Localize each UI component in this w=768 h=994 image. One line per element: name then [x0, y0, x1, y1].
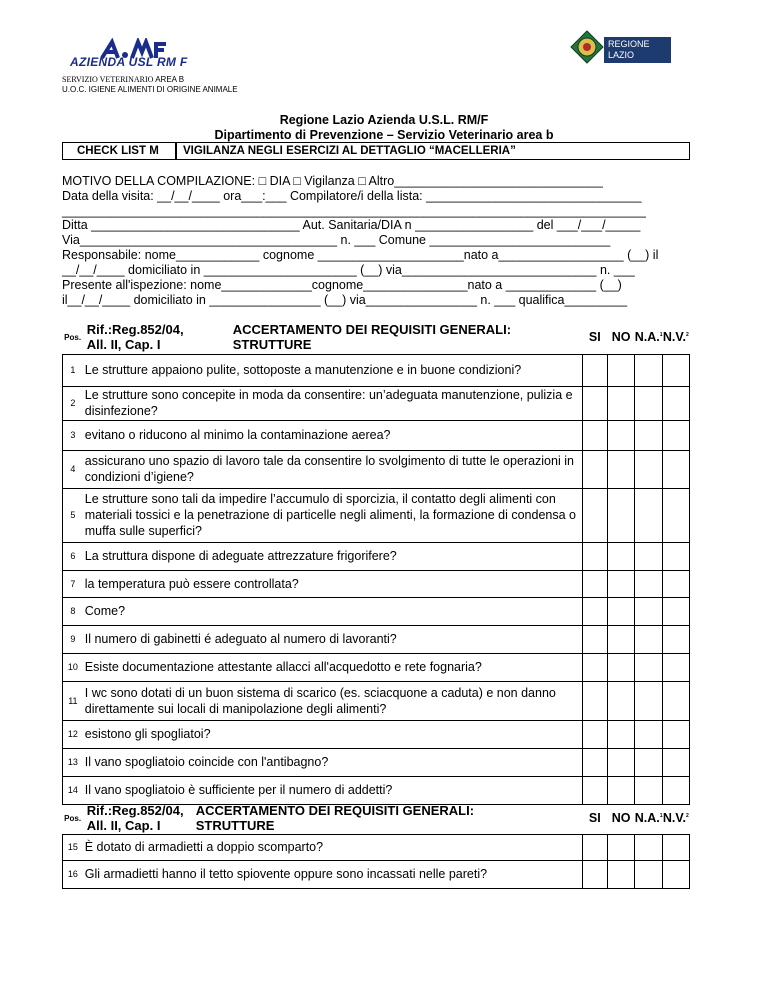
- checkbox-na[interactable]: [635, 354, 662, 386]
- question-text: Il vano spogliatoio coincide con l'antibagno?: [83, 748, 582, 776]
- checklist-table-2: [62, 802, 690, 889]
- checkbox-nv[interactable]: [662, 570, 689, 597]
- row-number: 5: [63, 488, 83, 542]
- form-blank-line[interactable]: ____________________________________________________________________________________: [62, 204, 646, 218]
- checkbox-no[interactable]: [607, 488, 634, 542]
- question-text: esistono gli spogliatoi?: [83, 720, 582, 748]
- table-row: [63, 354, 690, 386]
- checkbox-si[interactable]: [582, 776, 607, 804]
- checkbox-si[interactable]: [582, 681, 607, 720]
- service-line-2: U.O.C. IGIENE ALIMENTI DI ORIGINE ANIMALE: [62, 85, 238, 94]
- checkbox-no[interactable]: [607, 720, 634, 748]
- table-row: [63, 860, 690, 888]
- rif-reference: Rif.:Reg.852/04, All. II, Cap. I: [86, 322, 184, 352]
- row-number: 16: [63, 860, 83, 888]
- row-number: 13: [63, 748, 83, 776]
- service-line-1: SERVIZIO VETERINARIO AREA B: [62, 75, 185, 84]
- checkbox-nv[interactable]: [662, 625, 689, 653]
- row-number: 14: [63, 776, 83, 804]
- question-text: È dotato di armadietti a doppio scomparto?: [83, 834, 582, 860]
- checkbox-no[interactable]: [607, 653, 634, 681]
- table-row: [63, 776, 690, 804]
- col-no-header: NO: [611, 330, 631, 345]
- checkbox-si[interactable]: [582, 834, 607, 860]
- checkbox-no[interactable]: [607, 834, 634, 860]
- question-text: La struttura dispone di adeguate attrezzature frigorifere?: [83, 542, 582, 570]
- checkbox-na[interactable]: [635, 776, 662, 804]
- logo-text: AZIENDA USL RM F: [70, 55, 188, 69]
- document-title-2: Dipartimento di Prevenzione – Servizio Veterinario area b: [214, 128, 554, 142]
- checkbox-no[interactable]: [607, 542, 634, 570]
- checklist-title: VIGILANZA NEGLI ESERCIZI AL DETTAGLIO “MACELLERIA”: [183, 145, 516, 157]
- row-number: 7: [63, 570, 83, 597]
- checkbox-no[interactable]: [607, 450, 634, 488]
- table-row: [63, 834, 690, 860]
- table-row: [63, 420, 690, 450]
- col-si-header: SI: [588, 330, 601, 345]
- checkbox-si[interactable]: [582, 488, 607, 542]
- checkbox-si[interactable]: [582, 860, 607, 888]
- form-motivo[interactable]: MOTIVO DELLA COMPILAZIONE: □ DIA □ Vigilanza □ Altro______________________________: [62, 174, 603, 188]
- question-text: I wc sono dotati di un buon sistema di scarico (es. sciacquone a caduta) e non danno direttamente sui locali di manipolazione degli alimenti?: [83, 681, 582, 720]
- checkbox-no[interactable]: [607, 597, 634, 625]
- checklist-title-bar: [62, 142, 690, 160]
- row-number: 2: [63, 386, 83, 420]
- pos-label: Pos.: [64, 333, 82, 343]
- row-number: 10: [63, 653, 83, 681]
- col-na-header: N.A.$^1$: [634, 330, 663, 345]
- checkbox-no[interactable]: [607, 681, 634, 720]
- checkbox-no[interactable]: [607, 748, 634, 776]
- checklist-label: CHECK LIST M: [63, 143, 177, 159]
- checkbox-si[interactable]: [582, 542, 607, 570]
- checkbox-no[interactable]: [607, 354, 634, 386]
- checkbox-si[interactable]: [582, 420, 607, 450]
- question-text: Gli armadietti hanno il tetto spiovente oppure sono incassati nelle pareti?: [83, 860, 582, 888]
- table-row: [63, 720, 690, 748]
- checkbox-na[interactable]: [635, 386, 662, 420]
- table-header-row: [63, 802, 690, 834]
- checkbox-nv[interactable]: [662, 354, 689, 386]
- table-row: [63, 653, 690, 681]
- table-row: [63, 570, 690, 597]
- question-text: Il vano spogliatoio è sufficiente per il numero di addetti?: [83, 776, 582, 804]
- checkbox-si[interactable]: [582, 386, 607, 420]
- checkbox-nv[interactable]: [662, 776, 689, 804]
- row-number: 12: [63, 720, 83, 748]
- form-responsabile-domicilio[interactable]: __/__/____ domiciliato in ______________________ (__) via____________________________ n. ___: [62, 263, 635, 277]
- regione-lazio-logo-icon: [570, 30, 672, 64]
- table-header-row: [63, 321, 690, 354]
- checkbox-no[interactable]: [607, 386, 634, 420]
- checkbox-nv[interactable]: [662, 681, 689, 720]
- checkbox-na[interactable]: [635, 748, 662, 776]
- checkbox-na[interactable]: [635, 834, 662, 860]
- checkbox-si[interactable]: [582, 653, 607, 681]
- question-text: evitano o riducono al minimo la contaminazione aerea?: [83, 420, 582, 450]
- rif-reference: Rif.:Reg.852/04, All. II, Cap. I: [86, 803, 184, 833]
- checkbox-no[interactable]: [607, 625, 634, 653]
- section-heading: ACCERTAMENTO DEI REQUISITI GENERALI: STRUTTURE: [195, 803, 475, 833]
- question-text: assicurano uno spazio di lavoro tale da consentire lo svolgimento di tutte le operazioni in condizioni d’igiene?: [83, 450, 582, 488]
- row-number: 1: [63, 354, 83, 386]
- form-presente[interactable]: Presente all'ispezione: nome_____________cognome_______________nato a _____________ (__): [62, 278, 622, 292]
- checkbox-nv[interactable]: [662, 860, 689, 888]
- form-data-visita[interactable]: Data della visita: __/__/____ ora___:___ Compilatore/i della lista: _______________________________: [62, 189, 642, 203]
- table-row: [63, 748, 690, 776]
- checkbox-si[interactable]: [582, 354, 607, 386]
- checkbox-nv[interactable]: [662, 653, 689, 681]
- checkbox-si[interactable]: [582, 450, 607, 488]
- table-row: [63, 597, 690, 625]
- checkbox-si[interactable]: [582, 720, 607, 748]
- form-ditta[interactable]: Ditta ______________________________ Aut. Sanitaria/DIA n _________________ del ___/___/_____: [62, 218, 641, 232]
- question-text: Come?: [83, 597, 582, 625]
- row-number: 11: [63, 681, 83, 720]
- table-row: [63, 450, 690, 488]
- form-via[interactable]: Via_____________________________________ n. ___ Comune __________________________: [62, 233, 611, 247]
- checkbox-nv[interactable]: [662, 597, 689, 625]
- checkbox-nv[interactable]: [662, 386, 689, 420]
- row-number: 4: [63, 450, 83, 488]
- checkbox-no[interactable]: [607, 420, 634, 450]
- checkbox-na[interactable]: [635, 420, 662, 450]
- checkbox-si[interactable]: [582, 748, 607, 776]
- col-no-header: NO: [611, 810, 631, 825]
- checkbox-nv[interactable]: [662, 720, 689, 748]
- table-row: [63, 681, 690, 720]
- row-number: 3: [63, 420, 83, 450]
- table-row: [63, 488, 690, 542]
- col-nv-header: N.V.$^2$: [662, 810, 689, 825]
- form-responsabile[interactable]: Responsabile: nome____________ cognome _____________________nato a__________________ (__) il: [62, 248, 659, 262]
- row-number: 15: [63, 834, 83, 860]
- checkbox-na[interactable]: [635, 542, 662, 570]
- checkbox-si[interactable]: [582, 570, 607, 597]
- checkbox-na[interactable]: [635, 720, 662, 748]
- row-number: 8: [63, 597, 83, 625]
- row-number: 6: [63, 542, 83, 570]
- table-row: [63, 386, 690, 420]
- col-si-header: SI: [588, 810, 601, 825]
- checklist-table-1: [62, 321, 690, 805]
- question-text: Le strutture appaiono pulite, sottoposte a manutenzione e in buone condizioni?: [83, 354, 582, 386]
- checkbox-nv[interactable]: [662, 450, 689, 488]
- checkbox-si[interactable]: [582, 597, 607, 625]
- checkbox-nv[interactable]: [662, 542, 689, 570]
- checkbox-na[interactable]: [635, 488, 662, 542]
- checkbox-si[interactable]: [582, 625, 607, 653]
- question-text: Le strutture sono concepite in moda da consentire: un’adeguata manutenzione, pulizia e disinfezione?: [83, 386, 582, 420]
- checkbox-na[interactable]: [635, 625, 662, 653]
- question-text: Il numero di gabinetti é adeguato al numero di lavoranti?: [83, 625, 582, 653]
- checkbox-na[interactable]: [635, 653, 662, 681]
- col-nv-header: N.V.$^2$: [662, 330, 689, 345]
- col-na-header: N.A.$^1$: [634, 810, 663, 825]
- form-presente-domicilio[interactable]: il__/__/____ domiciliato in ________________ (__) via________________ n. ___ qualifica_________: [62, 293, 628, 307]
- checkbox-nv[interactable]: [662, 420, 689, 450]
- regione-text-2: LAZIO: [608, 50, 635, 60]
- table-row: [63, 542, 690, 570]
- section-heading: ACCERTAMENTO DEI REQUISITI GENERALI: STRUTTURE: [232, 322, 512, 352]
- checkbox-na[interactable]: [635, 597, 662, 625]
- document-title-1: Regione Lazio Azienda U.S.L. RM/F: [279, 113, 489, 127]
- regione-text-1: REGIONE: [608, 39, 650, 49]
- checkbox-na[interactable]: [635, 681, 662, 720]
- checkbox-na[interactable]: [635, 570, 662, 597]
- checkbox-na[interactable]: [635, 450, 662, 488]
- checkbox-na[interactable]: [635, 860, 662, 888]
- question-text: la temperatura può essere controllata?: [83, 570, 582, 597]
- pos-label: Pos.: [64, 813, 82, 823]
- question-text: Esiste documentazione attestante allacci all'acquedotto e rete fognaria?: [83, 653, 582, 681]
- checkbox-no[interactable]: [607, 776, 634, 804]
- checkbox-nv[interactable]: [662, 488, 689, 542]
- table-row: [63, 625, 690, 653]
- checkbox-nv[interactable]: [662, 834, 689, 860]
- row-number: 9: [63, 625, 83, 653]
- checkbox-no[interactable]: [607, 570, 634, 597]
- question-text: Le strutture sono tali da impedire l’accumulo di sporcizia, il contatto degli alimenti con materiali tossici e la penetrazione di particelle negli alimenti, la formazione di condensa o muffa sulle superfici?: [83, 488, 582, 542]
- checkbox-no[interactable]: [607, 860, 634, 888]
- checkbox-nv[interactable]: [662, 748, 689, 776]
